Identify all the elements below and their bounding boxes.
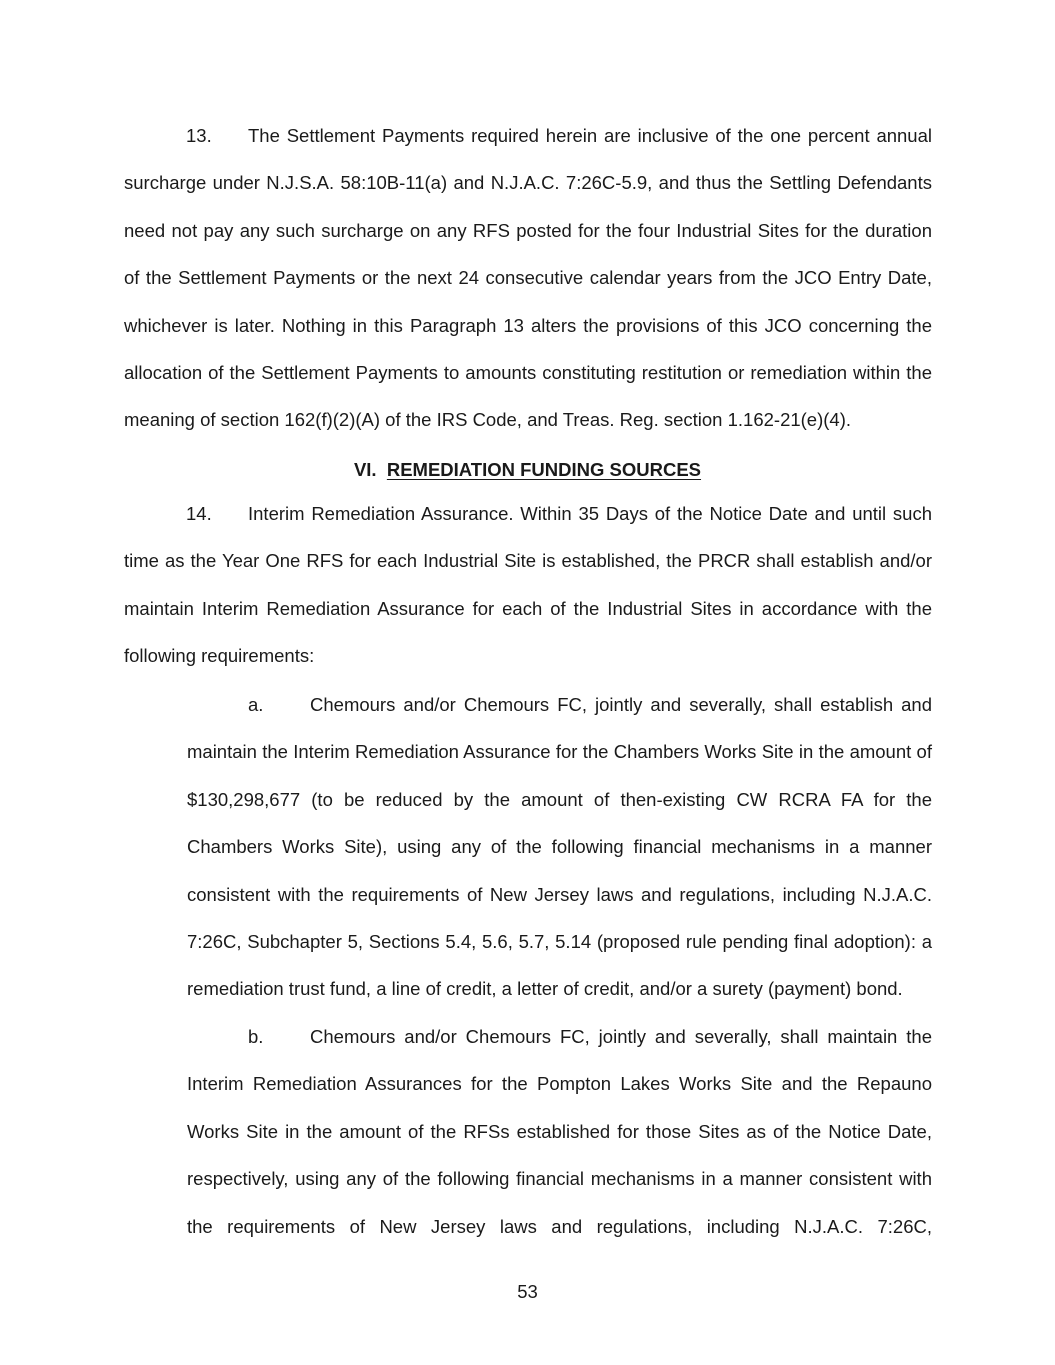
subparagraph-b xyxy=(187,1013,932,1250)
page-number: 53 xyxy=(517,1281,538,1302)
section-title: REMEDIATION FUNDING SOURCES xyxy=(386,459,702,480)
paragraph-text: The Settlement Payments required herein are inclusive of the one percent annual surcharge under N.J.S.A. 58:10B-11(a) and N.J.A.C. 7:26C-5.9, and thus the Settling Defendants need not pay any such surcharge on any RFS posted for the four Industrial Sites for the duration of the Settlement Payments or the next 24 consecutive calendar years from the JCO Entry Date, whichever is later. Nothing in this Paragraph 13 alters the provisions of this JCO concerning the allocation of the Settlement Payments to amounts constituting restitution or remediation within the meaning of section 162(f)(2)(A) of the IRS Code, and Treas. Reg. section 1.162-21(e)(4). xyxy=(124,125,932,431)
paragraph-number: 13. xyxy=(186,125,212,146)
subparagraph-a xyxy=(187,681,932,1013)
subparagraph-text: Chemours and/or Chemours FC, jointly and severally, shall maintain the Interim Remediation Assurances for the Pompton Lakes Works Site and the Repauno Works Site in the amount of the RFSs established for those Sites as of the Notice Date, respectively, using any of the following financial mechanisms in a manner consistent with the requirements of New Jersey laws and regulations, including N.J.A.C. 7:26C, xyxy=(187,1026,932,1237)
section-heading xyxy=(0,456,1055,484)
paragraph-number: 14. xyxy=(186,503,212,524)
paragraph-text: Interim Remediation Assurance. Within 35 Days of the Notice Date and until such time as the Year One RFS for each Industrial Site is established, the PRCR shall establish and/or maintain Interim Remediation Assurance for each of the Industrial Sites in accordance with the following requirements: xyxy=(124,503,932,667)
section-number: VI. xyxy=(353,459,377,480)
subparagraph-label: a. xyxy=(248,694,264,715)
paragraph-14 xyxy=(124,490,932,680)
paragraph-13 xyxy=(124,112,932,444)
subparagraph-text: Chemours and/or Chemours FC, jointly and severally, shall establish and maintain the Interim Remediation Assurance for the Chambers Works Site in the amount of $130,298,677 (to be reduced by the amount of then-existing CW RCRA FA for the Chambers Works Site), using any of the following financial mechanisms in a manner consistent with the requirements of New Jersey laws and regulations, including N.J.A.C. 7:26C, Subchapter 5, Sections 5.4, 5.6, 5.7, 5.14 (proposed rule pending final adoption): a remediation trust fund, a line of credit, a letter of credit, and/or a surety (payment) bond. xyxy=(187,694,932,1000)
subparagraph-label: b. xyxy=(248,1026,264,1047)
